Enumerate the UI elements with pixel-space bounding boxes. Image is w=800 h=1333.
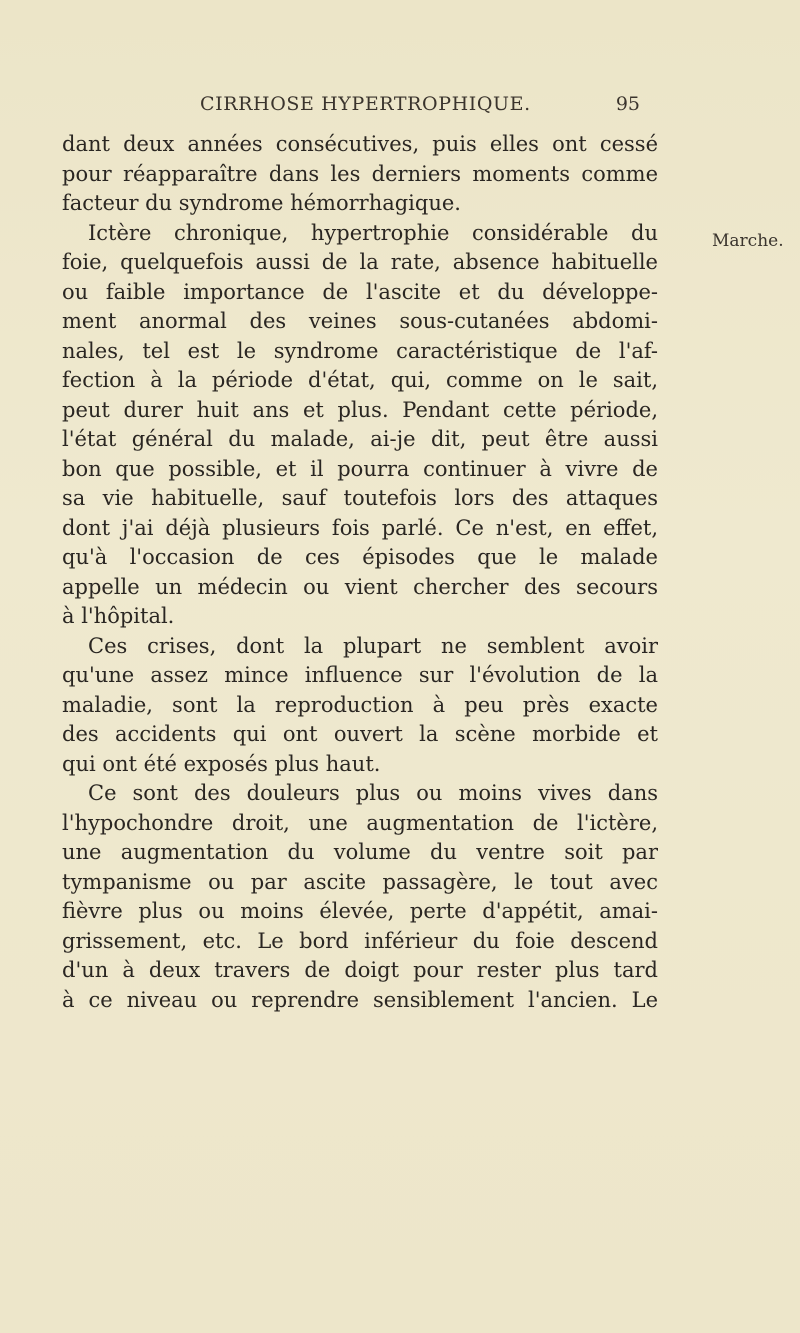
- margin-note: Marche.: [712, 231, 784, 251]
- text-line: pour réapparaître dans les derniers moments comme: [62, 161, 658, 186]
- text-line: Ictère chronique, hypertrophie considérable du: [88, 220, 658, 245]
- text-line: sa vie habituelle, sauf toutefois lors des attaques: [62, 486, 658, 510]
- text-line: dant deux années consécutives, puis elles ont cessé: [62, 132, 658, 156]
- text-line: une augmentation du volume du ventre soit par: [62, 840, 658, 864]
- text-line: d'un à deux travers de doigt pour rester plus tard: [62, 958, 658, 982]
- text-line: qu'une assez mince influence sur l'évolution de la: [62, 663, 658, 687]
- page-number: 95: [615, 93, 640, 115]
- text-line: ou faible importance de l'ascite et du développe-: [62, 279, 658, 304]
- text-line: peut durer huit ans et plus. Pendant cette période,: [62, 397, 658, 422]
- text-line: qu'à l'occasion de ces épisodes que le malade: [62, 545, 658, 569]
- text-line: grissement, etc. Le bord inférieur du foie descend: [62, 928, 658, 953]
- body-text: [62, 130, 658, 1015]
- page-header: [200, 93, 640, 129]
- running-head: CIRRHOSE HYPERTROPHIQUE.: [200, 93, 531, 115]
- text-line: Ces crises, dont la plupart ne semblent avoir: [88, 633, 658, 658]
- text-line: à l'hôpital.: [62, 604, 175, 628]
- text-line: l'état général du malade, ai-je dit, peut être aussi: [62, 427, 658, 451]
- text-line: maladie, sont la reproduction à peu près exacte: [62, 692, 658, 717]
- text-line: dont j'ai déjà plusieurs fois parlé. Ce n'est, en effet,: [62, 515, 658, 540]
- text-line: appelle un médecin ou vient chercher des secours: [62, 574, 658, 599]
- text-line: des accidents qui ont ouvert la scène morbide et: [62, 722, 658, 746]
- text-line: ment anormal des veines sous-cutanées abdomi-: [62, 309, 658, 333]
- text-line: facteur du syndrome hémorrhagique.: [62, 191, 461, 215]
- text-line: qui ont été exposés plus haut.: [62, 751, 381, 776]
- text-line: à ce niveau ou reprendre sensiblement l'ancien. Le: [62, 987, 658, 1012]
- text-line: foie, quelquefois aussi de la rate, absence habituelle: [62, 250, 658, 274]
- text-line: fection à la période d'état, qui, comme on le sait,: [62, 368, 658, 392]
- text-line: nales, tel est le syndrome caractéristique de l'af-: [62, 338, 658, 363]
- text-line: bon que possible, et il pourra continuer à vivre de: [62, 456, 658, 481]
- text-line: Ce sont des douleurs plus ou moins vives dans: [88, 781, 658, 805]
- text-line: l'hypochondre droit, une augmentation de l'ictère,: [62, 810, 658, 835]
- text-line: tympanisme ou par ascite passagère, le tout avec: [62, 869, 658, 894]
- text-line: fièvre plus ou moins élevée, perte d'appétit, amai-: [62, 899, 658, 923]
